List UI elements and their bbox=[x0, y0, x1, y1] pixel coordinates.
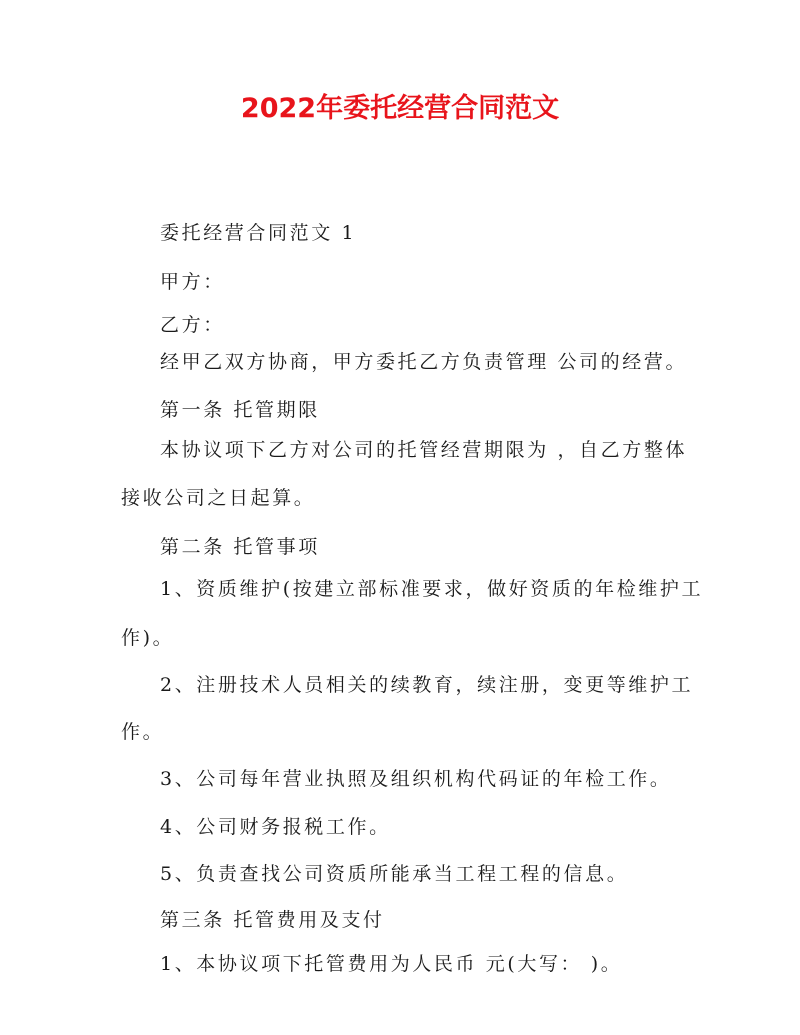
article-2-item-5: 5、负责查找公司资质所能承当工程工程的信息。 bbox=[160, 863, 629, 885]
section-heading: 委托经营合同范文 1 bbox=[160, 222, 357, 244]
article-2-item-1-continued: 作)。 bbox=[121, 627, 175, 649]
document-title: 2022年委托经营合同范文 bbox=[240, 93, 560, 124]
article-2-item-2: 2、注册技术人员相关的续教育，续注册，变更等维护工 bbox=[160, 674, 694, 696]
party-a-line: 甲方： bbox=[160, 271, 225, 293]
article-3-heading: 第三条 托管费用及支付 bbox=[160, 909, 385, 931]
article-3-item-1: 1、本协议项下托管费用为人民币 元(大写： )。 bbox=[160, 953, 623, 975]
article-2-item-3: 3、公司每年营业执照及组织机构代码证的年检工作。 bbox=[160, 768, 672, 790]
article-1-text: 本协议项下乙方对公司的托管经营期限为 ，自乙方整体 bbox=[160, 439, 688, 461]
article-2-item-4: 4、公司财务报税工作。 bbox=[160, 816, 391, 838]
article-2-item-2-continued: 作。 bbox=[121, 721, 165, 743]
article-1-text-continued: 接收公司之日起算。 bbox=[121, 487, 316, 509]
article-1-heading: 第一条 托管期限 bbox=[160, 399, 320, 421]
party-b-line: 乙方： bbox=[160, 314, 225, 336]
article-2-item-1: 1、资质维护(按建立部标准要求，做好资质的年检维护工 bbox=[160, 578, 704, 600]
intro-paragraph: 经甲乙双方协商，甲方委托乙方负责管理 公司的经营。 bbox=[160, 351, 688, 373]
article-2-heading: 第二条 托管事项 bbox=[160, 536, 320, 558]
